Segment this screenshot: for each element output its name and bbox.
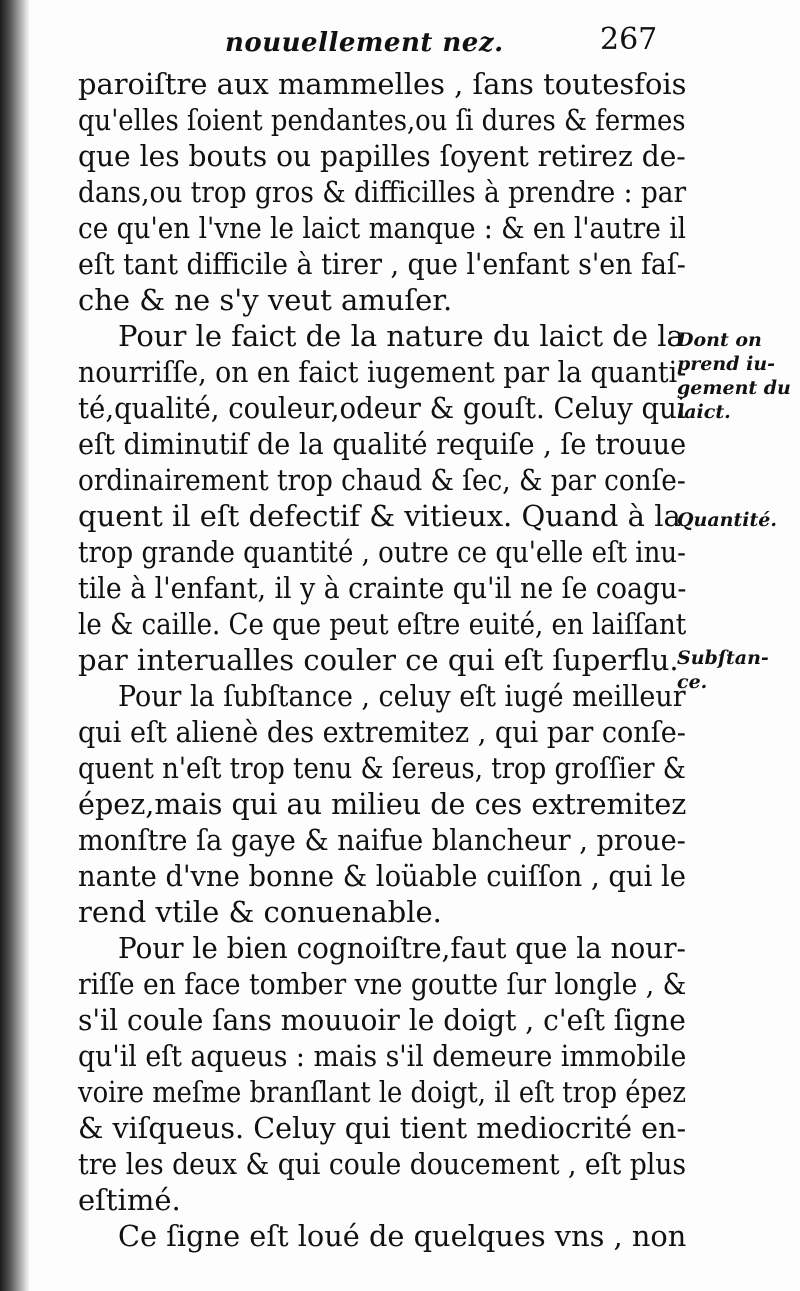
- text-line: qu'il eſt aqueus : mais s'il demeure immobile: [78, 1039, 687, 1073]
- text-line: Pour le bien cognoiſtre,faut que la nour-: [118, 931, 686, 965]
- margin-note-line: laict.: [677, 401, 731, 423]
- text-line: eſt diminutif de la qualité requiſe , ſe trouue: [78, 427, 687, 461]
- text-line: Pour le faict de la nature du laict de la: [118, 319, 684, 353]
- text-line: monſtre ſa gaye & naifue blancheur , proue-: [78, 823, 686, 857]
- text-line: paroiſtre aux mammelles , ſans toutesfois: [78, 67, 687, 101]
- text-line: qui eſt alienè des extremitez , qui par conſe-: [78, 715, 686, 749]
- margin-note-line: gement du: [677, 377, 791, 399]
- text-line: s'il coule ſans mouuoir le doigt , c'eſt ſigne: [78, 1003, 686, 1037]
- text-line: eſtimé.: [78, 1183, 181, 1217]
- text-line: trop grande quantité , outre ce qu'elle eſt inu-: [78, 535, 686, 569]
- text-line: nourriſſe, on en faict iugement par la quanti-: [78, 355, 687, 389]
- text-line: ordinairement trop chaud & ſec, & par conſe-: [78, 463, 686, 497]
- text-line: riſſe en face tomber vne goutte ſur longle , &: [78, 967, 687, 1001]
- margin-note-line: ce.: [677, 671, 708, 693]
- text-line: voire meſme branſlant le doigt, il eſt trop épez: [78, 1075, 686, 1109]
- binding-shadow: [0, 0, 30, 1291]
- text-line: & viſqueus. Celuy qui tient mediocrité en-: [78, 1111, 687, 1145]
- text-line: quent il eſt defectif & vitieux. Quand à la: [78, 499, 681, 533]
- text-line: par interualles couler ce qui eſt ſuperflu.: [78, 643, 679, 677]
- margin-note-line: Subſtan-: [677, 647, 769, 669]
- margin-note-line: prend iu-: [677, 353, 776, 375]
- text-line: Ce ſigne eſt loué de quelques vns , non: [118, 1219, 687, 1253]
- margin-note-line: Quantité.: [677, 509, 777, 531]
- text-line: nante d'vne bonne & loüable cuiſſon , qui le: [78, 859, 687, 893]
- text-line: té,qualité, couleur,odeur & gouſt. Celuy qui: [78, 391, 686, 425]
- margin-note-line: Dont on: [677, 329, 762, 351]
- text-line: che & ne s'y veut amuſer.: [78, 283, 453, 317]
- text-line: Pour la ſubſtance , celuy eſt iugé meilleur: [118, 679, 686, 713]
- text-line: dans,ou trop gros & difficilles à prendre : par: [78, 175, 687, 209]
- text-line: quent n'eſt trop tenu & ſereus, trop groſſier &: [78, 751, 686, 785]
- text-line: épez,mais qui au milieu de ces extremitez: [78, 787, 687, 821]
- text-line: le & caille. Ce que peut eſtre euité, en laiſſant: [78, 607, 687, 641]
- text-line: ce qu'en l'vne le laict manque : & en l'autre il: [78, 211, 687, 245]
- running-head: nouuellement nez.: [225, 28, 504, 58]
- text-line: eſt tant difficile à tirer , que l'enfant s'en faſ-: [78, 247, 686, 281]
- text-line: que les bouts ou papilles ſoyent retirez de-: [78, 139, 686, 173]
- text-line: tre les deux & qui coule doucement , eſt plus: [78, 1147, 687, 1181]
- text-line: tile à l'enfant, il y à crainte qu'il ne ſe coagu-: [78, 571, 687, 605]
- page-number: 267: [600, 22, 658, 57]
- text-line: rend vtile & conuenable.: [78, 895, 442, 929]
- text-line: qu'elles ſoient pendantes,ou ſi dures & fermes: [78, 103, 686, 137]
